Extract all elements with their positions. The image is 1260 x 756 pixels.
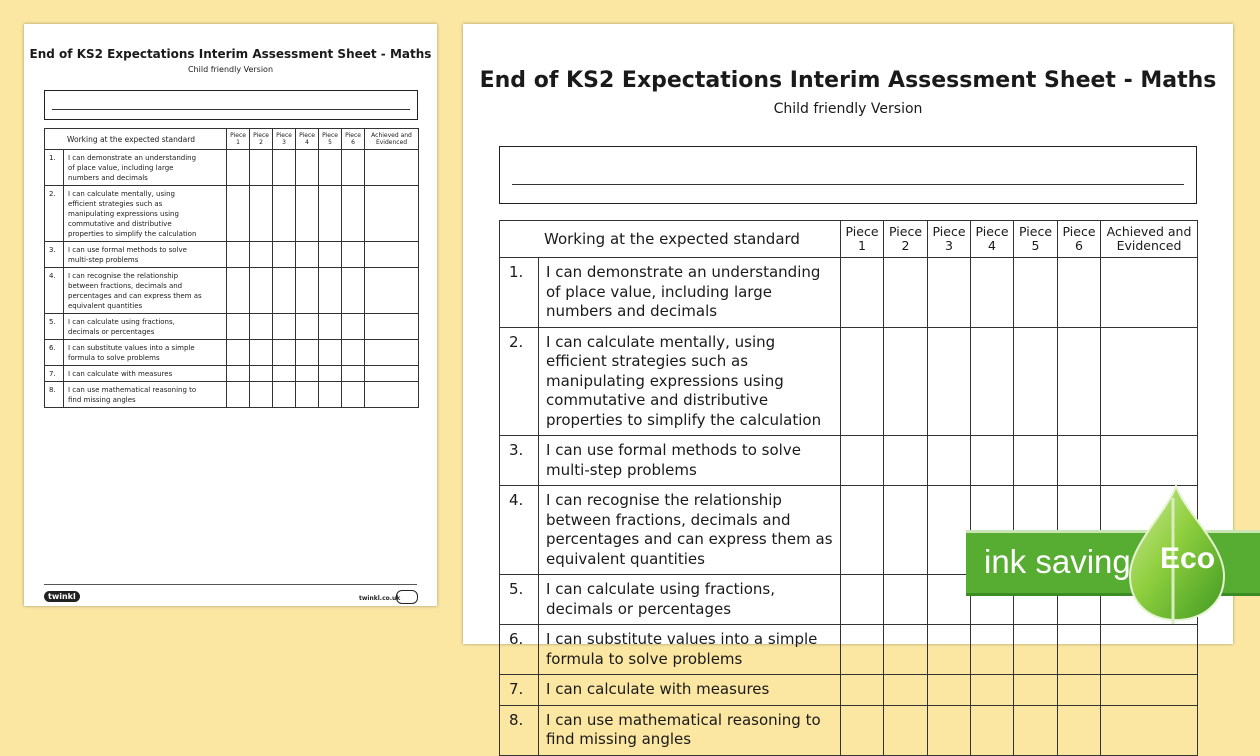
piece-number: 6 (1075, 238, 1083, 253)
piece-cell[interactable] (1058, 625, 1101, 675)
criterion-text (64, 242, 227, 268)
piece-cell[interactable] (273, 186, 296, 242)
piece-cell[interactable] (296, 268, 319, 314)
piece-cell[interactable] (273, 242, 296, 268)
table-row (500, 258, 1198, 328)
piece-cell[interactable] (342, 314, 365, 340)
criterion-line: I can demonstrate an understanding (546, 263, 821, 281)
criterion-line: multi-step problems (546, 460, 697, 479)
piece-column-header (928, 221, 971, 258)
piece-cell[interactable] (928, 327, 971, 436)
table-row (500, 625, 1198, 675)
piece-column-header (296, 129, 319, 150)
page-title: End of KS2 Expectations Interim Assessment Sheet - Maths (479, 68, 1217, 93)
criterion-line: percentages and can express them as (546, 530, 833, 548)
piece-label: Piece (1062, 223, 1096, 239)
criterion-line: formula to solve problems (546, 649, 743, 668)
criterion-line: find missing angles (68, 396, 136, 404)
piece-cell[interactable] (884, 625, 928, 675)
piece-column-header (250, 129, 273, 150)
achieved-cell[interactable] (1101, 705, 1198, 755)
row-number: 5. (45, 314, 64, 340)
criterion-line: equivalent quantities (68, 302, 143, 310)
table-header-row (500, 221, 1198, 258)
piece-cell[interactable] (928, 675, 971, 706)
achieved-cell[interactable] (365, 186, 419, 242)
piece-cell[interactable] (296, 150, 319, 186)
row-number: 4. (45, 268, 64, 314)
criterion-text (539, 705, 841, 755)
piece-cell[interactable] (273, 382, 296, 408)
criterion-line: I can substitute values into a simple (546, 630, 818, 648)
criterion-line: I can calculate with measures (68, 370, 173, 378)
piece-cell[interactable] (1014, 436, 1058, 486)
criterion-line: numbers and decimals (68, 174, 148, 182)
piece-number: 3 (945, 238, 953, 253)
criterion-line: multi-step problems (68, 256, 139, 264)
piece-cell[interactable] (227, 242, 250, 268)
piece-cell[interactable] (319, 382, 342, 408)
achieved-cell[interactable] (365, 242, 419, 268)
piece-cell[interactable] (1014, 327, 1058, 436)
piece-cell[interactable] (227, 382, 250, 408)
criterion-text (64, 340, 227, 366)
criterion-line: I can calculate mentally, using (68, 190, 175, 198)
piece-label: Piece (299, 132, 315, 139)
piece-cell[interactable] (250, 340, 273, 366)
row-number: 3. (500, 436, 539, 486)
table-row (45, 366, 419, 382)
piece-cell[interactable] (342, 268, 365, 314)
piece-cell[interactable] (1058, 258, 1101, 328)
criterion-line: efficient strategies such as (546, 352, 749, 370)
row-number: 6. (45, 340, 64, 366)
criterion-text (539, 575, 841, 625)
piece-cell[interactable] (296, 382, 319, 408)
table-row (45, 150, 419, 186)
row-number: 5. (500, 575, 539, 625)
piece-cell[interactable] (841, 486, 884, 575)
row-number: 6. (500, 625, 539, 675)
piece-cell[interactable] (971, 327, 1014, 436)
piece-column-header (841, 221, 884, 258)
piece-cell[interactable] (250, 242, 273, 268)
piece-number: 2 (259, 139, 263, 146)
criterion-line: I can calculate with measures (546, 680, 770, 698)
piece-number: 5 (1031, 238, 1040, 253)
piece-cell[interactable] (250, 186, 273, 242)
piece-cell[interactable] (971, 436, 1014, 486)
piece-cell[interactable] (296, 242, 319, 268)
row-number: 7. (45, 366, 64, 382)
piece-column-header (971, 221, 1014, 258)
piece-cell[interactable] (841, 705, 884, 755)
row-number: 4. (500, 486, 539, 575)
criterion-line: manipulating expressions using (68, 210, 179, 218)
piece-cell[interactable] (319, 150, 342, 186)
criterion-text (64, 382, 227, 408)
achieved-label: Achieved and (371, 132, 412, 139)
piece-number: 6 (351, 139, 355, 146)
piece-cell[interactable] (342, 366, 365, 382)
piece-cell[interactable] (227, 314, 250, 340)
table-row (500, 675, 1198, 706)
page-subtitle: Child friendly Version (773, 101, 923, 117)
criterion-text (539, 258, 841, 328)
criterion-line: commutative and distributive (68, 220, 172, 228)
achieved-cell[interactable] (1101, 327, 1198, 436)
achieved-column-header (1101, 221, 1198, 258)
criterion-text (64, 268, 227, 314)
piece-number: 2 (901, 238, 910, 253)
piece-cell[interactable] (928, 436, 971, 486)
criterion-text (539, 436, 841, 486)
table-row (45, 340, 419, 366)
row-number: 7. (500, 675, 539, 706)
criterion-line: I can demonstrate an understanding (68, 154, 197, 162)
row-number: 1. (500, 258, 539, 328)
piece-column-header (884, 221, 928, 258)
achieved-cell[interactable] (1101, 436, 1198, 486)
footer-url: twinkl.co.uk (359, 595, 401, 602)
piece-cell[interactable] (227, 150, 250, 186)
piece-cell[interactable] (1014, 258, 1058, 328)
criterion-line: efficient strategies such as (68, 200, 163, 208)
piece-label: Piece (932, 223, 966, 239)
piece-number: 4 (988, 238, 996, 253)
piece-cell[interactable] (342, 382, 365, 408)
piece-label: Piece (845, 223, 879, 239)
criterion-line: I can use mathematical reasoning to (546, 710, 821, 729)
piece-cell[interactable] (1058, 675, 1101, 706)
name-box (44, 90, 418, 120)
piece-cell[interactable] (250, 150, 273, 186)
piece-cell[interactable] (227, 186, 250, 242)
badge-icon (396, 590, 418, 604)
piece-label: Piece (322, 132, 338, 139)
achieved-cell[interactable] (365, 150, 419, 186)
page-subtitle: Child friendly Version (187, 65, 274, 74)
piece-cell[interactable] (250, 314, 273, 340)
piece-cell[interactable] (342, 186, 365, 242)
piece-number: 4 (305, 139, 309, 146)
table-row (500, 436, 1198, 486)
assessment-table (499, 220, 1198, 756)
piece-cell[interactable] (884, 327, 928, 436)
piece-cell[interactable] (971, 625, 1014, 675)
achieved-cell[interactable] (1101, 625, 1198, 675)
piece-label: Piece (345, 132, 361, 139)
piece-number: 1 (236, 139, 240, 146)
piece-cell[interactable] (971, 705, 1014, 755)
achieved-cell[interactable] (365, 382, 419, 408)
table-row (500, 705, 1198, 755)
piece-cell[interactable] (841, 575, 884, 625)
piece-cell[interactable] (342, 150, 365, 186)
criterion-line: I can calculate using fractions, (546, 580, 775, 598)
criterion-line: I can recognise the relationship (68, 272, 179, 280)
row-number: 8. (45, 382, 64, 408)
piece-cell[interactable] (1058, 705, 1101, 755)
piece-column-header (1014, 221, 1058, 258)
criterion-line: I can substitute values into a simple (68, 344, 195, 352)
piece-label: Piece (230, 132, 246, 139)
piece-cell[interactable] (971, 675, 1014, 706)
piece-column-header (227, 129, 250, 150)
piece-cell[interactable] (319, 314, 342, 340)
criterion-line: I can calculate using fractions, (68, 318, 175, 326)
criterion-line: between fractions, decimals and (546, 510, 791, 529)
piece-cell[interactable] (273, 366, 296, 382)
piece-label: Piece (253, 132, 269, 139)
piece-cell[interactable] (296, 186, 319, 242)
piece-cell[interactable] (227, 340, 250, 366)
twinkl-logo: twinkl (44, 591, 80, 602)
piece-cell[interactable] (884, 486, 928, 575)
criterion-line: find missing angles (546, 730, 692, 748)
row-number: 2. (45, 186, 64, 242)
table-row (45, 382, 419, 408)
piece-cell[interactable] (273, 268, 296, 314)
achieved-label: Evidenced (1116, 238, 1182, 253)
criterion-text (539, 327, 841, 436)
piece-cell[interactable] (884, 436, 928, 486)
eco-label: Eco (1160, 542, 1216, 575)
criterion-line: properties to simplify the calculation (546, 410, 822, 429)
criterion-line: equivalent quantities (546, 549, 705, 568)
criterion-text (64, 366, 227, 382)
piece-cell[interactable] (250, 268, 273, 314)
piece-cell[interactable] (1014, 625, 1058, 675)
criterion-text (64, 186, 227, 242)
piece-cell[interactable] (928, 705, 971, 755)
piece-cell[interactable] (971, 258, 1014, 328)
achieved-label: Evidenced (375, 139, 408, 146)
achieved-column-header (365, 129, 419, 150)
piece-cell[interactable] (841, 625, 884, 675)
piece-cell[interactable] (319, 186, 342, 242)
criterion-line: properties to simplify the calculation (68, 230, 197, 238)
piece-cell[interactable] (319, 340, 342, 366)
piece-cell[interactable] (884, 258, 928, 328)
criterion-line: of place value, including large (546, 282, 772, 301)
piece-column-header (273, 129, 296, 150)
criterion-line: decimals or percentages (546, 599, 732, 618)
criterion-line: of place value, including large (68, 164, 174, 172)
piece-cell[interactable] (841, 258, 884, 328)
piece-number: 5 (328, 139, 332, 146)
achieved-cell[interactable] (365, 340, 419, 366)
piece-cell[interactable] (273, 314, 296, 340)
criterion-text (539, 486, 841, 575)
row-number: 8. (500, 705, 539, 755)
criterion-line: decimals or percentages (68, 328, 155, 336)
criterion-line: formula to solve problems (68, 354, 160, 362)
piece-cell[interactable] (296, 366, 319, 382)
name-box (499, 146, 1197, 204)
piece-column-header (342, 129, 365, 150)
piece-cell[interactable] (1058, 327, 1101, 436)
piece-number: 3 (282, 139, 286, 146)
name-line (512, 184, 1184, 185)
table-row (45, 242, 419, 268)
piece-cell[interactable] (250, 382, 273, 408)
criterion-line: I can use mathematical reasoning to (68, 386, 197, 394)
row-number: 3. (45, 242, 64, 268)
piece-label: Piece (975, 223, 1009, 239)
piece-cell[interactable] (884, 675, 928, 706)
criterion-line: I can calculate mentally, using (546, 332, 776, 351)
piece-cell[interactable] (928, 575, 971, 625)
table-row (45, 268, 419, 314)
piece-cell[interactable] (342, 242, 365, 268)
achieved-cell[interactable] (365, 314, 419, 340)
piece-cell[interactable] (1014, 675, 1058, 706)
piece-cell[interactable] (841, 675, 884, 706)
achieved-cell[interactable] (1101, 675, 1198, 706)
achieved-cell[interactable] (365, 366, 419, 382)
thumbnail-sheet[interactable] (24, 24, 437, 606)
piece-cell[interactable] (319, 366, 342, 382)
piece-cell[interactable] (227, 366, 250, 382)
piece-cell[interactable] (1058, 436, 1101, 486)
achieved-cell[interactable] (1101, 258, 1198, 328)
achieved-label: Achieved and (1106, 223, 1192, 239)
piece-cell[interactable] (342, 340, 365, 366)
piece-cell[interactable] (319, 242, 342, 268)
criterion-line: between fractions, decimals and (68, 282, 183, 290)
piece-number: 1 (858, 238, 866, 253)
table-row (45, 186, 419, 242)
piece-cell[interactable] (884, 575, 928, 625)
piece-cell[interactable] (884, 705, 928, 755)
table-header-row (45, 129, 419, 150)
piece-cell[interactable] (250, 366, 273, 382)
criterion-line: percentages and can express them as (68, 292, 202, 300)
standard-column-header: Working at the expected standard (45, 129, 227, 150)
piece-cell[interactable] (841, 327, 884, 436)
piece-cell[interactable] (319, 268, 342, 314)
assessment-table (44, 128, 419, 408)
criterion-line: commutative and distributive (546, 391, 769, 409)
standard-column-header: Working at the expected standard (500, 221, 841, 258)
achieved-cell[interactable] (365, 268, 419, 314)
row-number: 2. (500, 327, 539, 436)
criterion-text (539, 625, 841, 675)
piece-cell[interactable] (273, 340, 296, 366)
row-number: 1. (45, 150, 64, 186)
piece-cell[interactable] (227, 268, 250, 314)
piece-cell[interactable] (928, 258, 971, 328)
piece-cell[interactable] (1014, 705, 1058, 755)
criterion-text (64, 314, 227, 340)
criterion-line: numbers and decimals (546, 302, 718, 320)
table-row (500, 327, 1198, 436)
piece-column-header (1058, 221, 1101, 258)
criterion-line: I can use formal methods to solve (546, 441, 801, 459)
criterion-line: I can use formal methods to solve (68, 246, 187, 254)
piece-cell[interactable] (928, 625, 971, 675)
piece-cell[interactable] (928, 486, 971, 575)
piece-label: Piece (1019, 223, 1053, 239)
criterion-line: I can recognise the relationship (546, 491, 782, 509)
name-line (52, 109, 410, 110)
criterion-line: manipulating expressions using (546, 371, 784, 390)
piece-label: Piece (889, 223, 923, 239)
piece-column-header (319, 129, 342, 150)
piece-cell[interactable] (296, 340, 319, 366)
table-row (45, 314, 419, 340)
criterion-text (539, 675, 841, 706)
ink-saving-text: ink saving (984, 543, 1131, 580)
page-title: End of KS2 Expectations Interim Assessment Sheet - Maths (29, 47, 432, 61)
piece-cell[interactable] (296, 314, 319, 340)
piece-label: Piece (276, 132, 292, 139)
piece-cell[interactable] (273, 150, 296, 186)
footer-divider (44, 584, 417, 585)
criterion-text (64, 150, 227, 186)
piece-cell[interactable] (841, 436, 884, 486)
